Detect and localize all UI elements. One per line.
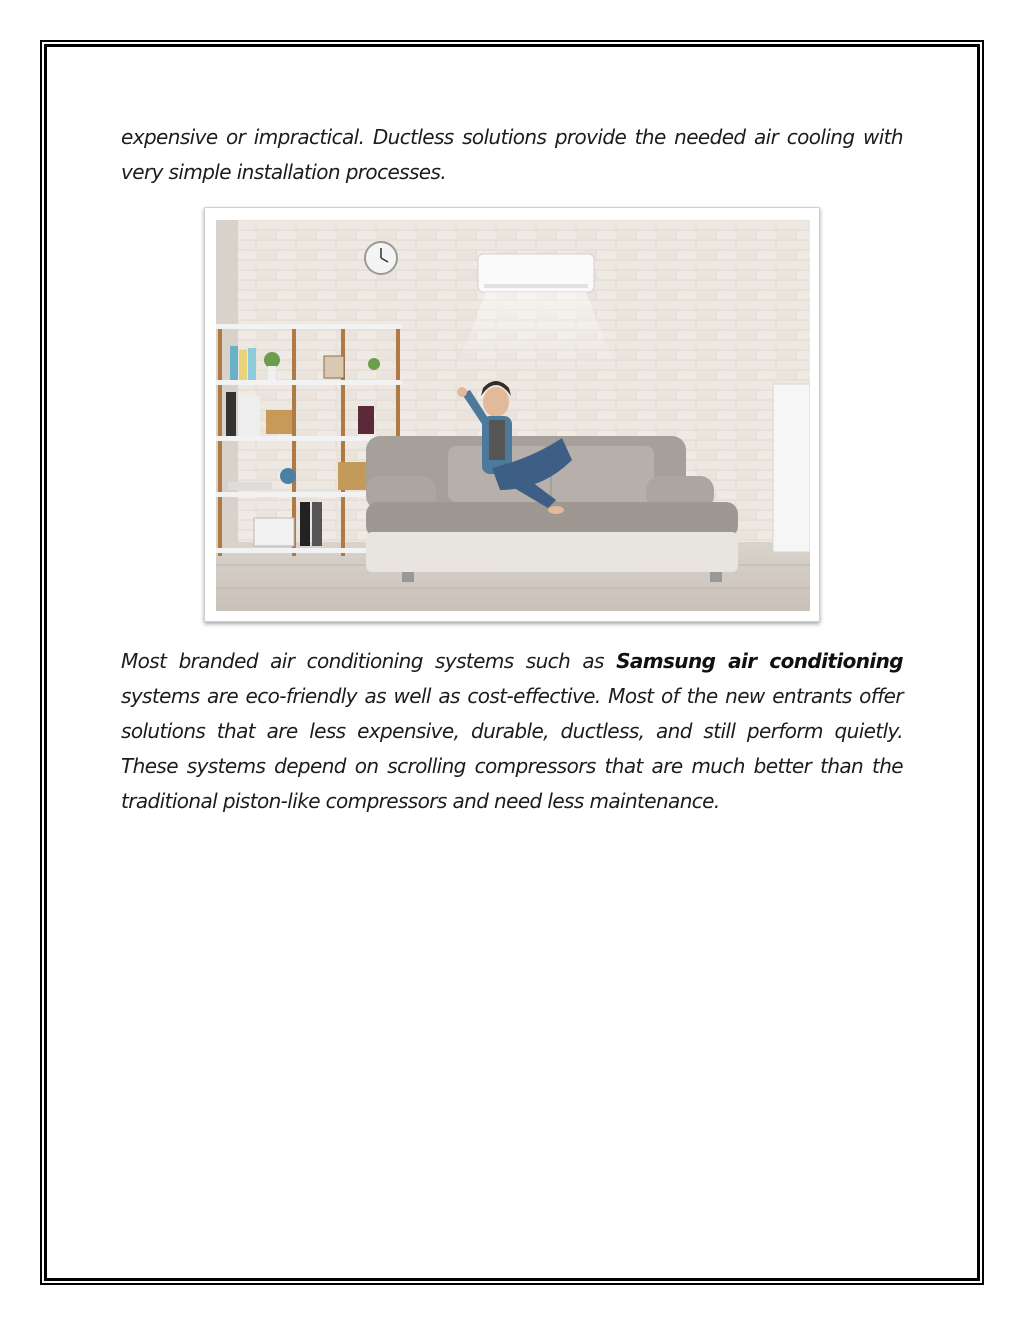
samsung-air-conditioning-link: Samsung air conditioning (616, 649, 903, 673)
paragraph-1: expensive or impractical. Ductless solutions provide the needed air cooling with very simple installation processes. (121, 125, 903, 184)
living-room-photo (216, 220, 810, 611)
paragraph-2-rest: systems are eco-friendly as well as cost-effective. Most of the new entrants offer solutions that are less expensive, durable, ductless, and still perform quietly. These systems depend on scrolling compressors that are much better than the traditional piston-like compressors and need less maintenance. (121, 684, 903, 813)
clock-icon (365, 242, 397, 274)
air-conditioner-unit (456, 254, 616, 370)
white-cabinet (773, 384, 810, 552)
paragraph-2 (121, 644, 903, 819)
paragraph-2-lead: Most branded air conditioning systems such as (121, 649, 617, 673)
photo-frame (204, 207, 820, 622)
